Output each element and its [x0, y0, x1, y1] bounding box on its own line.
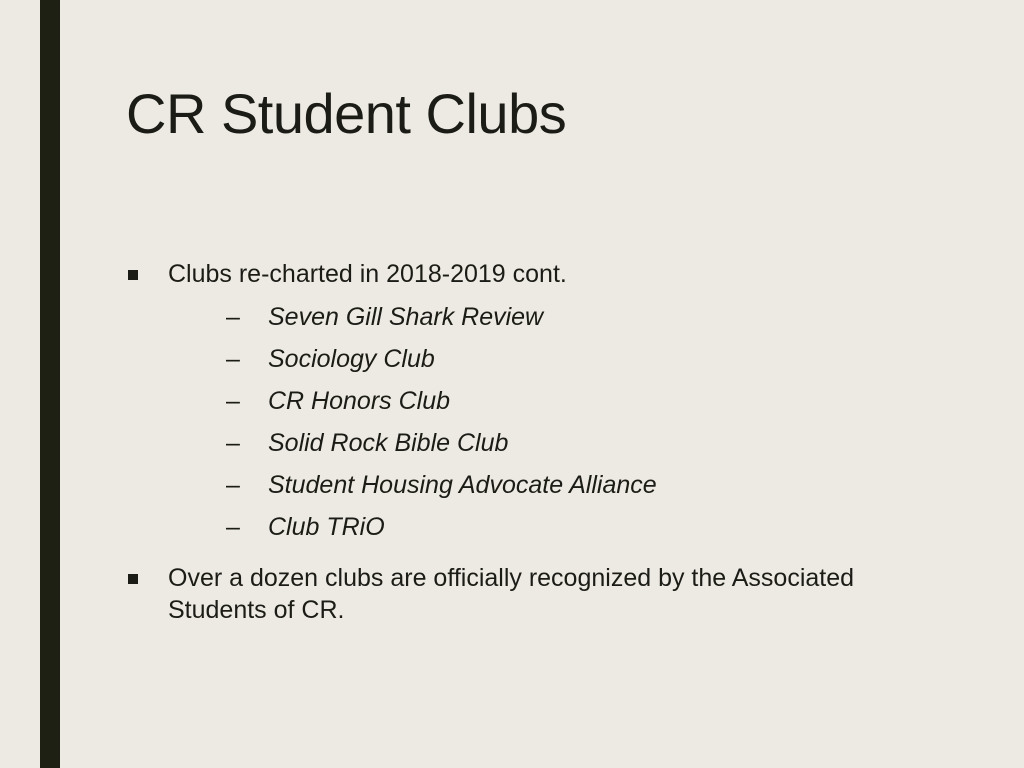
- sub-list-item: [168, 296, 948, 338]
- sub-list-item: [168, 338, 948, 380]
- sub-list: [168, 296, 948, 548]
- sub-item-text: Club TRiO: [268, 513, 385, 541]
- dash-marker: –: [226, 387, 240, 415]
- sub-item-text: Student Housing Advocate Alliance: [268, 471, 657, 499]
- bullet-text: Over a dozen clubs are officially recognized by the Associated Students of CR.: [168, 564, 855, 624]
- bullet-item: [128, 258, 948, 548]
- slide-title: CR Student Clubs: [126, 82, 567, 145]
- bullet-item: [128, 562, 948, 626]
- dash-marker: –: [226, 471, 240, 499]
- sub-list-item: [168, 422, 948, 464]
- dash-marker: –: [226, 429, 240, 457]
- dash-marker: –: [226, 345, 240, 373]
- sub-item-text: CR Honors Club: [268, 387, 451, 415]
- slide-body: [128, 258, 948, 626]
- sub-list-item: [168, 506, 948, 548]
- sub-item-text: Sociology Club: [268, 345, 435, 373]
- sub-item-text: Solid Rock Bible Club: [268, 429, 509, 457]
- sub-list-item: [168, 464, 948, 506]
- square-bullet-icon: [128, 270, 138, 280]
- dash-marker: –: [226, 513, 240, 541]
- sub-item-text: Seven Gill Shark Review: [268, 303, 544, 331]
- dash-marker: –: [226, 303, 240, 331]
- accent-bar: [40, 0, 60, 768]
- square-bullet-icon: [128, 574, 138, 584]
- sub-list-item: [168, 380, 948, 422]
- bullet-text: Clubs re-charted in 2018-2019 cont.: [168, 260, 567, 288]
